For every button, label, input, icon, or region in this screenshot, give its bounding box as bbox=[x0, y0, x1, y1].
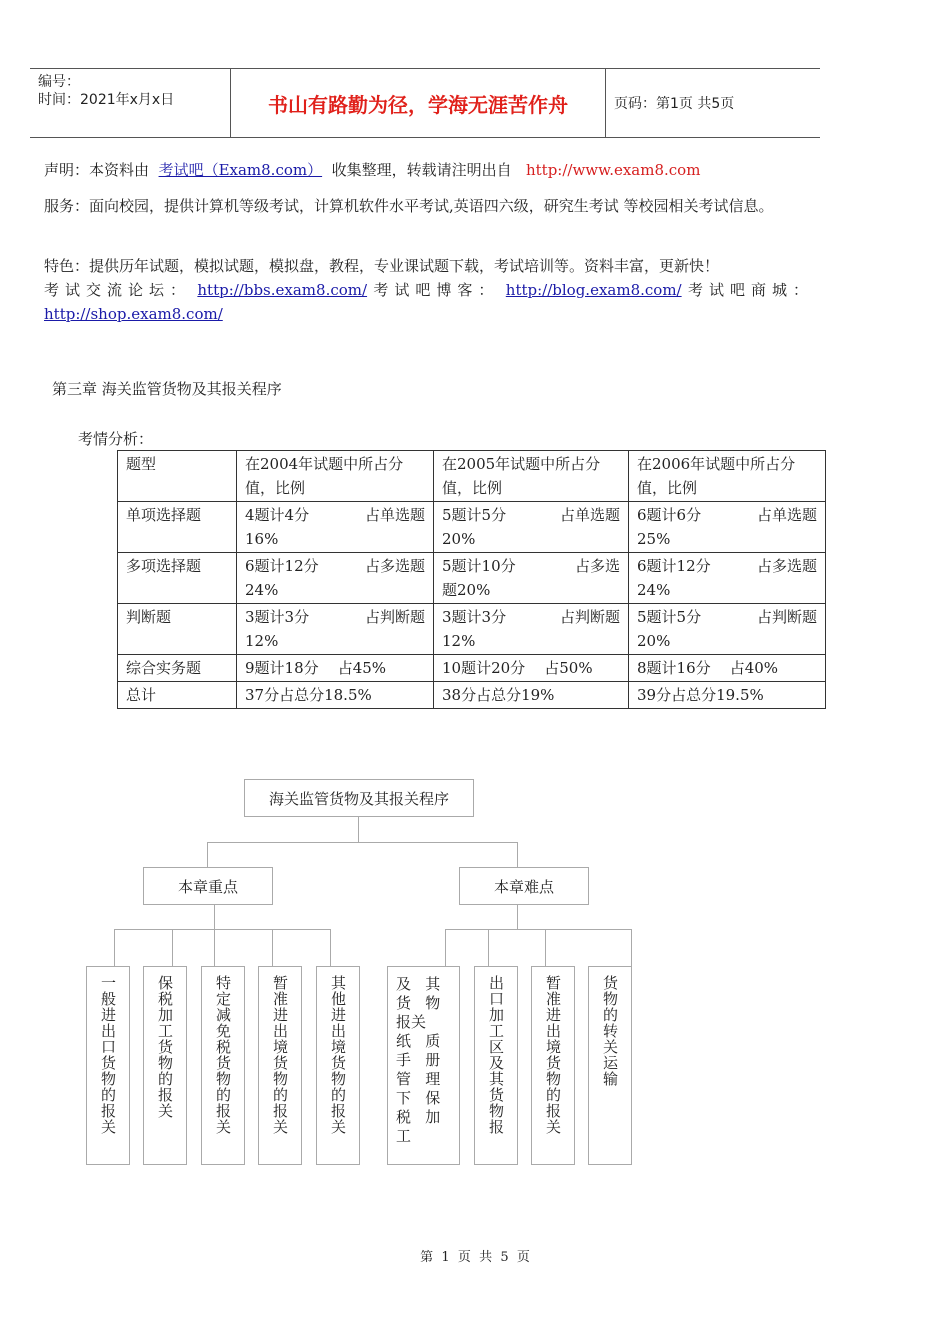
connector bbox=[517, 905, 518, 929]
header-motto: 书山有路勤为径，学海无涯苦作舟 bbox=[230, 69, 606, 137]
cell-part: 12% bbox=[442, 632, 476, 650]
diff-line: 下 保 bbox=[396, 1089, 441, 1107]
shop-line bbox=[44, 302, 814, 326]
connector bbox=[207, 842, 208, 867]
table-cell bbox=[237, 604, 434, 655]
table-header: 题型 bbox=[118, 451, 237, 502]
diff-item-node bbox=[588, 966, 632, 1165]
cell-part: 5题计5分 bbox=[637, 608, 702, 626]
cell-part: 12% bbox=[245, 632, 279, 650]
connector bbox=[631, 929, 632, 966]
diff-line: 管 理 bbox=[396, 1070, 441, 1088]
table-cell bbox=[237, 502, 434, 553]
connector bbox=[214, 905, 215, 929]
cell-part: 占判断题 bbox=[756, 608, 817, 626]
table-cell bbox=[629, 502, 826, 553]
table-row bbox=[118, 682, 826, 709]
cell-part: 16% bbox=[245, 530, 279, 548]
table-cell bbox=[434, 604, 629, 655]
cell-part: 6题计12分 bbox=[245, 557, 319, 575]
table-cell: 37分占总分18.5% bbox=[237, 682, 434, 709]
table-cell: 39分占总分19.5% bbox=[629, 682, 826, 709]
blog-link[interactable]: http://blog.exam8.com/ bbox=[505, 281, 682, 299]
connector bbox=[445, 929, 632, 930]
cell-part: 20% bbox=[442, 530, 476, 548]
cell-part: 题20% bbox=[442, 581, 491, 599]
key-points-node: 本章重点 bbox=[143, 867, 273, 905]
cell-part: 4题计4分 bbox=[245, 506, 310, 524]
table-cell bbox=[629, 604, 826, 655]
table-cell bbox=[629, 553, 826, 604]
diff-item-node bbox=[387, 966, 460, 1165]
exam8-url[interactable]: http://www.exam8.com bbox=[525, 161, 701, 179]
diff-item-label: 出口加工区及其货物报 bbox=[487, 975, 505, 1135]
statement-mid: 收集整理，转载请注明出自 bbox=[331, 161, 512, 179]
connector bbox=[545, 929, 546, 966]
table-cell bbox=[434, 553, 629, 604]
table-cell: 判断题 bbox=[118, 604, 237, 655]
key-item-label: 保税加工货物的报关 bbox=[156, 975, 174, 1119]
cell-part: 20% bbox=[637, 632, 671, 650]
table-cell: 单项选择题 bbox=[118, 502, 237, 553]
number-label: 编号： bbox=[38, 74, 80, 90]
connector bbox=[272, 929, 273, 966]
key-item-label: 特定减免税货物的报关 bbox=[214, 975, 232, 1135]
cell-part: 6题计12分 bbox=[637, 557, 711, 575]
cell-part: 占判断题 bbox=[559, 608, 620, 626]
blog-label: 考试吧博客： bbox=[373, 281, 500, 299]
forum-link[interactable]: http://bbs.exam8.com/ bbox=[197, 281, 368, 299]
diff-line: 货 物 bbox=[396, 994, 441, 1012]
key-item-node bbox=[316, 966, 360, 1165]
cell-part: 3题计3分 bbox=[442, 608, 507, 626]
diff-item-node bbox=[474, 966, 518, 1165]
cell-part: 25% bbox=[637, 530, 671, 548]
cell-part: 5题计10分 bbox=[442, 557, 516, 575]
table-cell: 多项选择题 bbox=[118, 553, 237, 604]
shop-link[interactable]: http://shop.exam8.com/ bbox=[44, 305, 223, 323]
key-item-node bbox=[258, 966, 302, 1165]
diff-line: 手 册 bbox=[396, 1051, 441, 1069]
cell-part: 占判断题 bbox=[364, 608, 425, 626]
cell-part: 占多选题 bbox=[364, 557, 425, 575]
table-row bbox=[118, 553, 826, 604]
connector bbox=[114, 929, 115, 966]
table-cell: 9题计18分 占45% bbox=[237, 655, 434, 682]
page-footer: 第 1 页 共 5 页 bbox=[420, 1250, 530, 1265]
connector bbox=[330, 929, 331, 966]
connector bbox=[488, 929, 489, 966]
links-line bbox=[44, 278, 814, 302]
root-node: 海关监管货物及其报关程序 bbox=[244, 779, 474, 817]
key-item-label: 其他进出境货物的报关 bbox=[329, 975, 347, 1135]
cell-part: 占多选 bbox=[574, 557, 620, 575]
diff-item-label: 货物的转关运输 bbox=[601, 975, 619, 1087]
chapter-title: 第三章 海关监管货物及其报关程序 bbox=[52, 380, 282, 398]
cell-part: 占单选题 bbox=[364, 506, 425, 524]
table-header: 在2005年试题中所占分值，比例 bbox=[434, 451, 629, 502]
key-item-label: 一般进出口货物的报关 bbox=[99, 975, 117, 1135]
cell-part: 24% bbox=[637, 581, 671, 599]
diff-item-label bbox=[388, 967, 459, 1146]
exam-stats-table bbox=[117, 450, 826, 709]
connector bbox=[445, 929, 446, 966]
feature-text: 特色：提供历年试题，模拟试题，模拟盘，教程，专业课试题下载，考试培训等。资料丰富，更新快！ bbox=[44, 257, 720, 275]
table-row bbox=[118, 655, 826, 682]
table-cell bbox=[434, 502, 629, 553]
table-cell: 综合实务题 bbox=[118, 655, 237, 682]
cell-part: 5题计5分 bbox=[442, 506, 507, 524]
table-row bbox=[118, 604, 826, 655]
table-cell: 38分占总分19% bbox=[434, 682, 629, 709]
table-cell: 总计 bbox=[118, 682, 237, 709]
analysis-label: 考情分析： bbox=[78, 430, 154, 448]
table-row bbox=[118, 502, 826, 553]
key-item-node bbox=[201, 966, 245, 1165]
statement-line bbox=[44, 158, 814, 182]
table-cell bbox=[237, 553, 434, 604]
cell-part: 24% bbox=[245, 581, 279, 599]
cell-part: 6题计6分 bbox=[637, 506, 702, 524]
key-item-label: 暂准进出境货物的报关 bbox=[271, 975, 289, 1135]
table-header: 在2006年试题中所占分值，比例 bbox=[629, 451, 826, 502]
diff-line: 纸 质 bbox=[396, 1032, 441, 1050]
cell-part: 占多选题 bbox=[756, 557, 817, 575]
key-item-node bbox=[143, 966, 187, 1165]
time-label: 时间：2021年x月x日 bbox=[38, 92, 175, 108]
difficulties-node: 本章难点 bbox=[459, 867, 589, 905]
diff-line: 报关 bbox=[396, 1013, 427, 1031]
connector bbox=[358, 817, 359, 842]
connector bbox=[207, 842, 517, 843]
diff-item-label: 暂准进出境货物的报关 bbox=[544, 975, 562, 1135]
connector bbox=[517, 842, 518, 867]
diff-line: 税 加 bbox=[396, 1108, 441, 1126]
page-header bbox=[30, 68, 820, 138]
cell-part: 占单选题 bbox=[559, 506, 620, 524]
statement-prefix: 声明：本资料由 bbox=[44, 161, 150, 179]
forum-label: 考试交流论坛： bbox=[44, 281, 192, 299]
key-item-node bbox=[86, 966, 130, 1165]
connector bbox=[214, 929, 215, 966]
table-header: 在2004年试题中所占分值，比例 bbox=[237, 451, 434, 502]
cell-part: 3题计3分 bbox=[245, 608, 310, 626]
shop-label: 考试吧商城： bbox=[687, 281, 814, 299]
cell-part: 占单选题 bbox=[756, 506, 817, 524]
table-cell: 10题计20分 占50% bbox=[434, 655, 629, 682]
service-text: 服务：面向校园，提供计算机等级考试，计算机软件水平考试,英语四六级，研究生考试 等校园相关考试信息。 bbox=[44, 197, 774, 215]
diff-line: 工 bbox=[396, 1127, 412, 1145]
connector bbox=[114, 929, 331, 930]
diff-line: 及 其 bbox=[396, 975, 441, 993]
connector bbox=[172, 929, 173, 966]
table-header-row bbox=[118, 451, 826, 502]
page-info: 页码：第1页 共5页 bbox=[614, 96, 735, 112]
diff-item-node bbox=[531, 966, 575, 1165]
table-cell: 8题计16分 占40% bbox=[629, 655, 826, 682]
header-meta bbox=[30, 69, 230, 137]
exam8-link[interactable]: 考试吧（Exam8.com） bbox=[158, 161, 323, 179]
